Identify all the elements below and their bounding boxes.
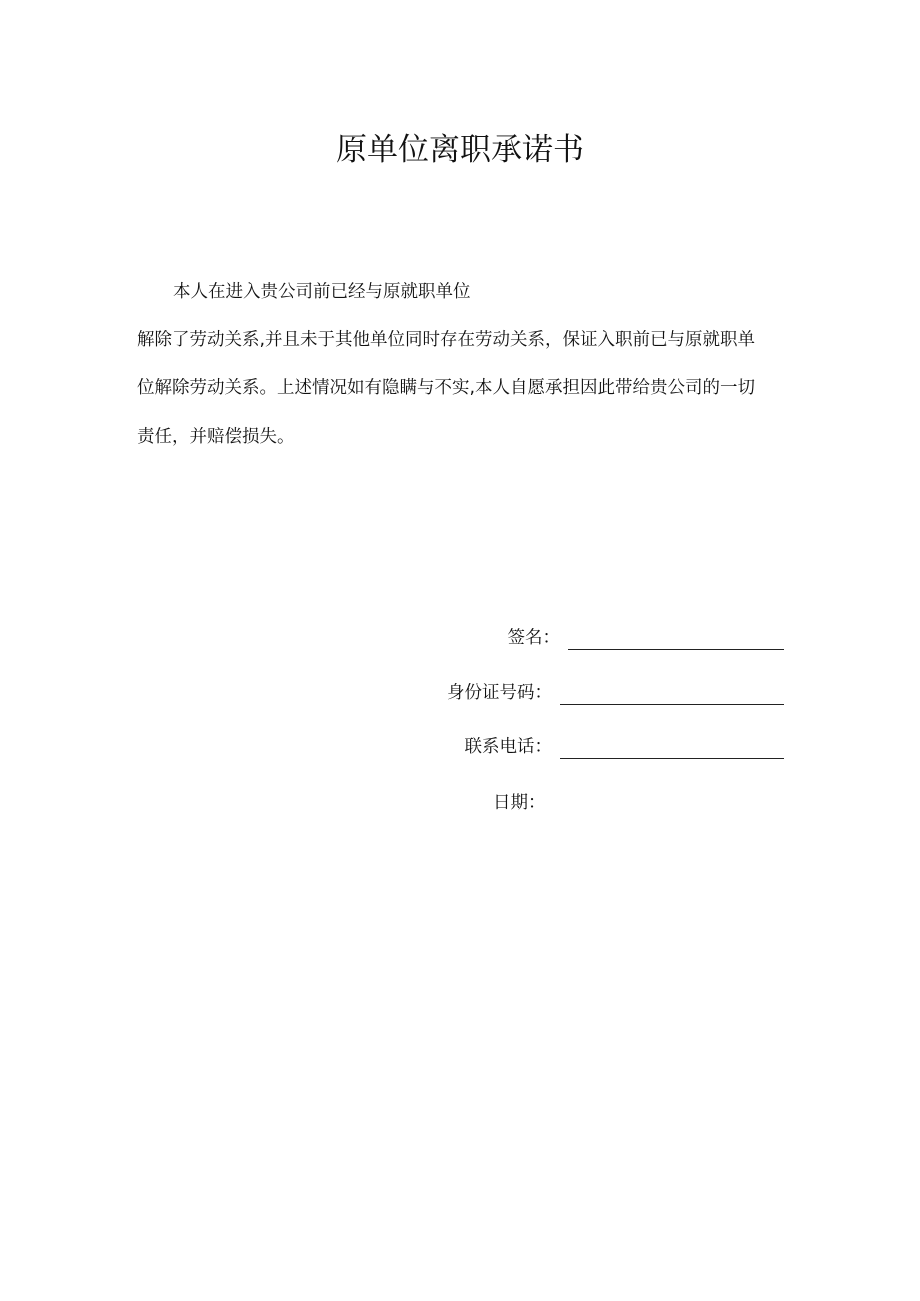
phone-row: [465, 735, 785, 759]
paragraph-line-3: 位解除劳动关系。上述情况如有隐瞒与不实,本人自愿承担因此带给贵公司的一切: [137, 378, 756, 398]
id-number-label: 身份证号码：: [447, 683, 552, 703]
date-label: 日期：: [493, 793, 546, 813]
paragraph-line-1: 本人在进入贵公司前已经与原就职单位: [173, 282, 471, 302]
phone-blank-line[interactable]: [560, 738, 784, 759]
paragraph-line-4: 责任，并赔偿损失。: [137, 427, 295, 447]
phone-label: 联系电话：: [464, 737, 552, 757]
id-number-row: [447, 681, 784, 705]
signature-label: 签名：: [507, 628, 560, 648]
id-number-blank-line[interactable]: [560, 684, 784, 705]
document-title: 原单位离职承诺书: [336, 132, 584, 168]
signature-row: [508, 626, 785, 650]
paragraph-line-2: 解除了劳动关系,并且未于其他单位同时存在劳动关系，保证入职前已与原就职单: [137, 330, 756, 350]
signature-blank-line[interactable]: [568, 629, 784, 650]
